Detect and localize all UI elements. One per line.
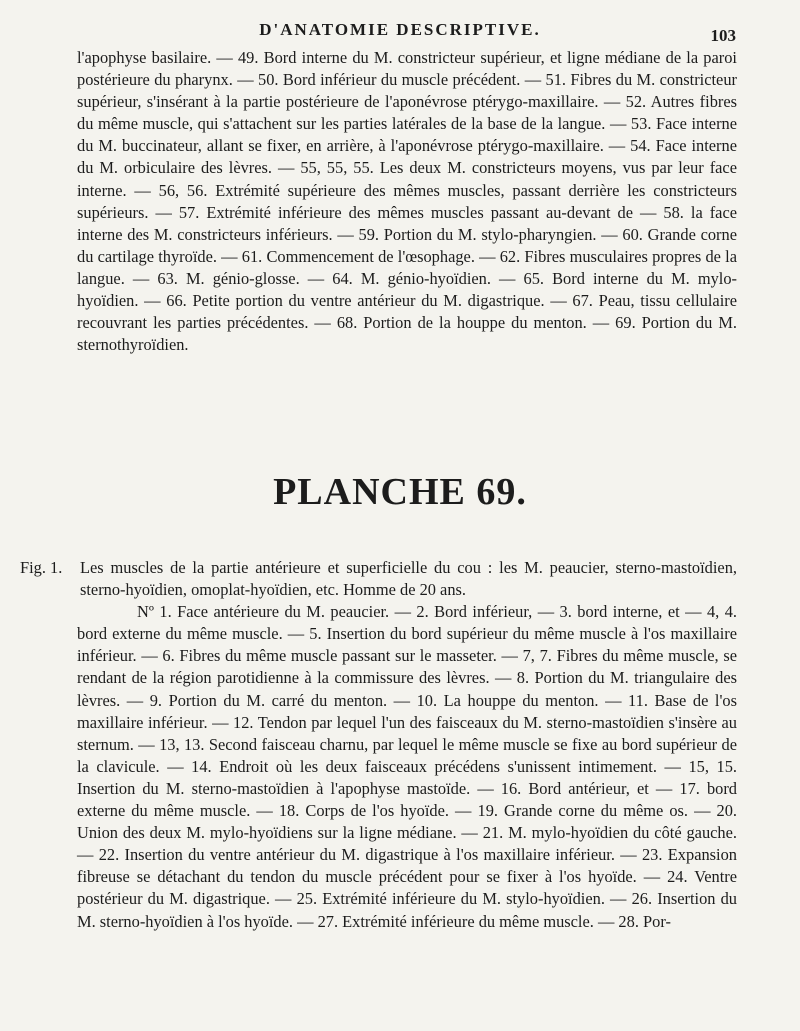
figure-caption: Les muscles de la partie antérieure et superficielle du cou : les M. peaucier, sterno-mastoïdien, sterno-hyoïdien, omoplat-hyoïdien, etc. Homme de 20 ans. (80, 558, 737, 600)
plate-title: PLANCHE 69. (273, 471, 527, 513)
figure-label: Fig. 1. (20, 558, 63, 577)
figure-caption-paragraph (20, 557, 737, 601)
figure-entries: Nº 1. Face antérieure du M. peaucier. — 2. Bord inférieur, — 3. bord interne, et — 4, 4. bord externe du même muscle. — 5. Insertion du bord supérieur du même muscle à l'os maxillaire inférieur. — 6. Fibres du même muscle passant sur le masseter. — 7, 7. Fibres du même muscle, se rendant de la région parotidienne à la commissure des lèvres. — 8. Portion du M. triangulaire des lèvres. — 9. Portion du M. carré du menton. — 10. La houppe du menton. — 11. Base de l'os maxillaire inférieur. — 12. Tendon par lequel l'un des faisceaux du M. sterno-mastoïdien s'insère au sternum. — 13, 13. Second faisceau charnu, par lequel le même muscle se fixe au bord supérieur de la clavicule. — 14. Endroit où les deux faisceaux précédens s'unissent intimement. — 15, 15. Insertion du M. sterno-mastoïdien à l'apophyse mastoïde. — 16. Bord antérieur, et — 17. bord externe du même muscle. — 18. Corps de l'os hyoïde. — 19. Grande corne du même os. — 20. Union des deux M. mylo-hyoïdiens sur la ligne médiane. — 21. M. mylo-hyoïdien du côté gauche. — 22. Insertion du ventre antérieur du M. digastrique à l'os maxillaire inférieur. — 23. Expansion fibreuse se détachant du tendon du muscle précédent pour se fixer à l'os hyoïde. — 24. Ventre postérieur du M. digastrique. — 25. Extrémité inférieure du M. stylo-hyoïdien. — 26. Insertion du M. sterno-hyoïdien à l'os hyoïde. — 27. Extrémité inférieure du même muscle. — 28. Por- (77, 602, 737, 931)
running-header: D'ANATOMIE DESCRIPTIVE. (259, 20, 541, 39)
continuation-text: l'apophyse basilaire. — 49. Bord interne du M. constricteur supérieur, et ligne médiane de la paroi postérieure du pharynx. — 50. Bord inférieur du muscle précédent. — 51. Fibres du M. constricteur supérieur, s'insérant à la partie postérieure de l'aponévrose ptérygo-maxillaire. — 52. Autres fibres du même muscle, qui s'attachent sur les parties latérales de la base de la langue. — 53. Face interne du M. buccinateur, allant se fixer, en arrière, à l'aponévrose ptérygo-maxillaire. — 54. Face interne du M. orbiculaire des lèvres. — 55, 55, 55. Les deux M. constricteurs moyens, vus par leur face interne. — 56, 56. Extrémité supérieure des mêmes muscles, passant derrière les constricteurs supérieurs. — 57. Extrémité inférieure des mêmes muscles passant au-devant de — 58. la face interne des M. constricteurs inférieurs. — 59. Portion du M. stylo-pharyngien. — 60. Grande corne du cartilage thyroïde. — 61. Commencement de l'œsophage. — 62. Fibres musculaires propres de la langue. — 63. M. génio-glosse. — 64. M. génio-hyoïdien. — 65. Bord interne du M. mylo-hyoïdien. — 66. Petite portion du ventre antérieur du M. digastrique. — 67. Peau, tissu cellulaire recouvrant les parties précédentes. — 68. Portion de la houppe du menton. — 69. Portion du M. sternothyroïdien. (77, 48, 737, 355)
page-number: 103 (710, 26, 736, 45)
continuation-paragraph (77, 47, 737, 356)
figure-description (20, 557, 737, 933)
